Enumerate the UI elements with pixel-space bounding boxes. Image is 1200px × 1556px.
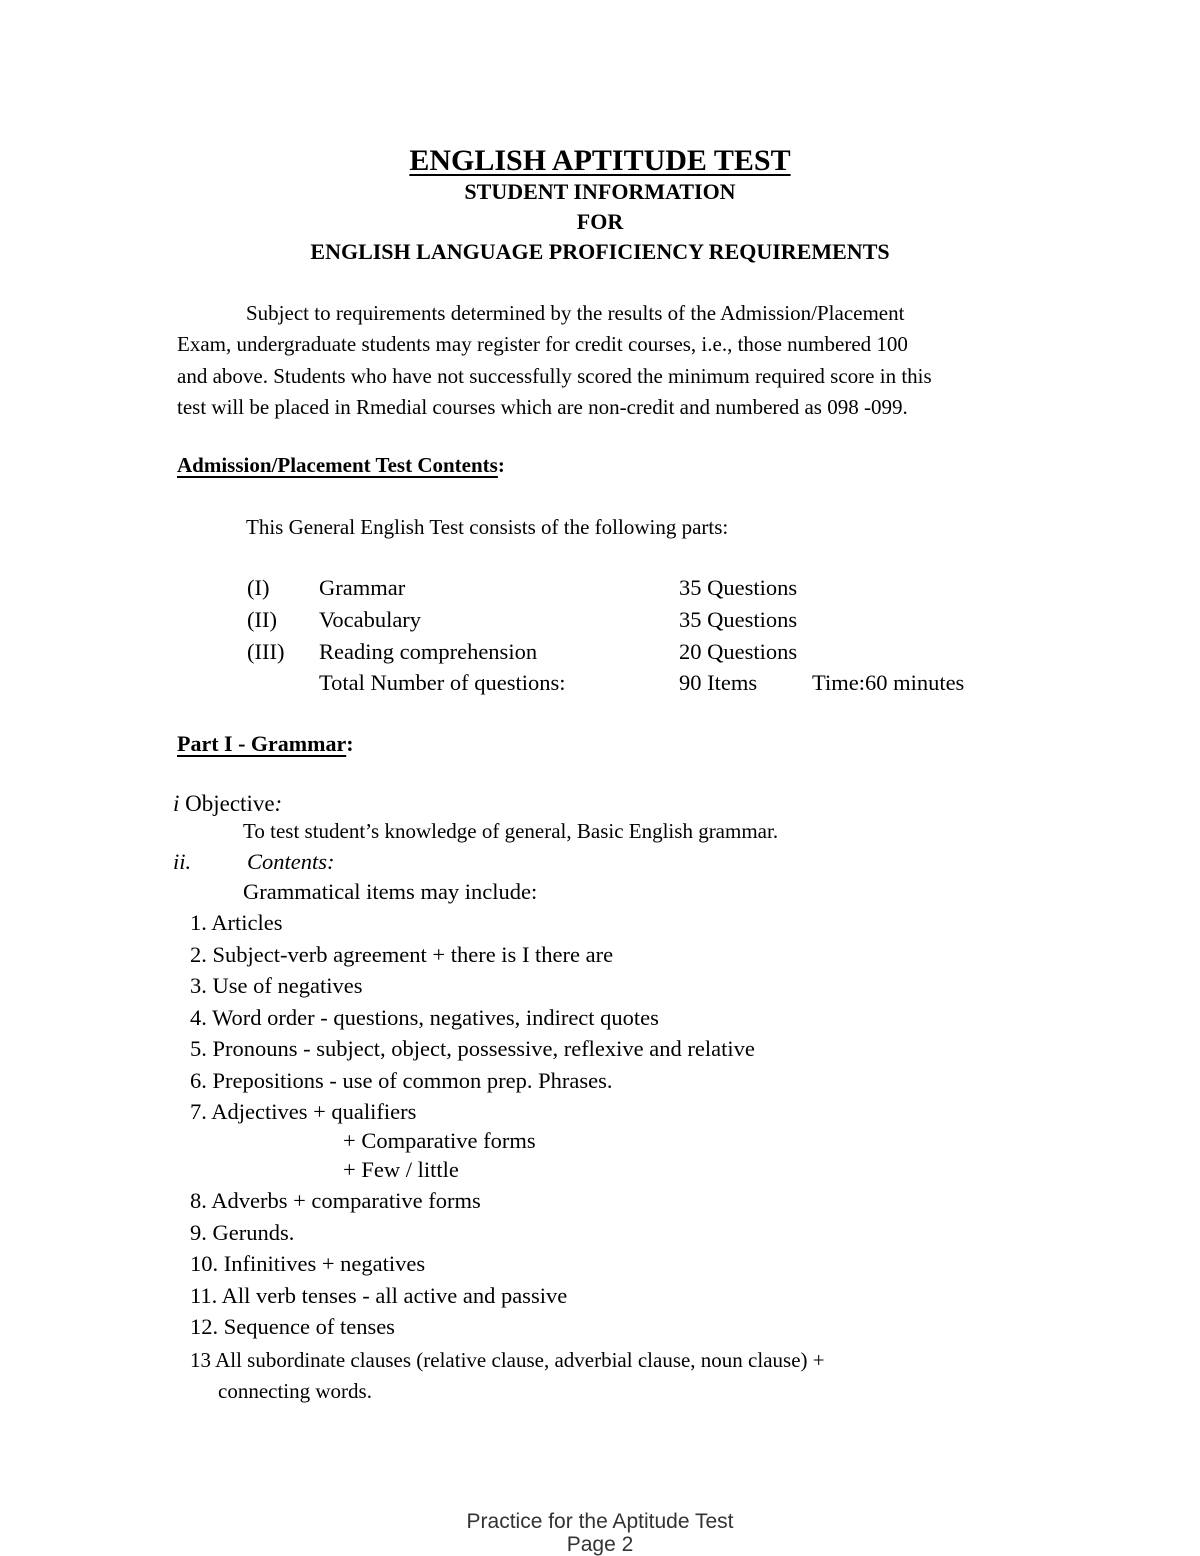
list-sub-item: + Few / little (343, 1157, 459, 1182)
part-numeral: (II) (247, 607, 277, 632)
part-name: Vocabulary (319, 607, 422, 632)
contents-marker: ii. (173, 849, 192, 874)
list-item: 7. Adjectives + qualifiers (190, 1099, 417, 1124)
list-item: 5. Pronouns - subject, object, possessive, reflexive and relative (190, 1036, 755, 1061)
intro-line: Exam, undergraduate students may register for credit courses, i.e., those numbered 100 (177, 332, 908, 356)
total-label: Total Number of questions: (319, 670, 566, 695)
part-count: 20 Questions (679, 639, 798, 664)
contents-lead: This General English Test consists of the following parts: (246, 515, 729, 539)
subtitle-line-3: ENGLISH LANGUAGE PROFICIENCY REQUIREMENTS (310, 239, 890, 264)
list-item: 8. Adverbs + comparative forms (190, 1188, 481, 1213)
grammar-heading (177, 733, 354, 755)
subtitle-line-2: FOR (576, 209, 624, 234)
contents-heading (177, 455, 505, 476)
objective-colon: : (274, 791, 283, 816)
part-numeral: (III) (247, 639, 285, 664)
part-name: Reading comprehension (319, 639, 538, 664)
objective-line (173, 792, 282, 815)
grammar-heading-text: Part I - Grammar (177, 731, 347, 756)
total-time: Time:60 minutes (812, 670, 965, 695)
part-numeral: (I) (247, 575, 270, 600)
contents-heading-colon: : (497, 453, 505, 477)
list-item: 11. All verb tenses - all active and passive (190, 1283, 568, 1308)
subtitle-line-1: STUDENT INFORMATION (464, 179, 736, 204)
contents-heading-text: Admission/Placement Test Contents (177, 453, 498, 477)
document-title: ENGLISH APTITUDE TEST (409, 144, 791, 177)
list-item: 10. Infinitives + negatives (190, 1251, 426, 1276)
objective-marker: i (173, 791, 180, 816)
part-name: Grammar (319, 575, 406, 600)
intro-line: Subject to requirements determined by the results of the Admission/Placement (246, 301, 905, 325)
objective-label: Objective (185, 791, 275, 816)
footer-title: Practice for the Aptitude Test (466, 1510, 734, 1533)
page-number: Page 2 (566, 1533, 634, 1556)
intro-line: test will be placed in Rmedial courses which are non-credit and numbered as 098 -099. (177, 395, 908, 419)
total-items: 90 Items (679, 670, 758, 695)
list-item-continuation: connecting words. (218, 1379, 372, 1403)
list-item: 9. Gerunds. (190, 1220, 295, 1245)
contents-lead-grammar: Grammatical items may include: (243, 879, 538, 904)
list-item: 4. Word order - questions, negatives, indirect quotes (190, 1005, 659, 1030)
part-count: 35 Questions (679, 575, 798, 600)
list-item: 12. Sequence of tenses (190, 1314, 395, 1339)
list-sub-item: + Comparative forms (343, 1128, 536, 1153)
list-item: 1. Articles (190, 910, 283, 935)
objective-text: To test student’s knowledge of general, Basic English grammar. (243, 819, 779, 843)
intro-line: and above. Students who have not successfully scored the minimum required score in this (177, 364, 932, 388)
list-item: 13 All subordinate clauses (relative clause, adverbial clause, noun clause) + (190, 1348, 825, 1372)
list-item: 2. Subject-verb agreement + there is I there are (190, 942, 614, 967)
contents-label: Contents: (247, 849, 335, 874)
list-item: 3. Use of negatives (190, 973, 363, 998)
part-count: 35 Questions (679, 607, 798, 632)
grammar-heading-colon: : (346, 731, 354, 756)
list-item: 6. Prepositions - use of common prep. Phrases. (190, 1068, 613, 1093)
